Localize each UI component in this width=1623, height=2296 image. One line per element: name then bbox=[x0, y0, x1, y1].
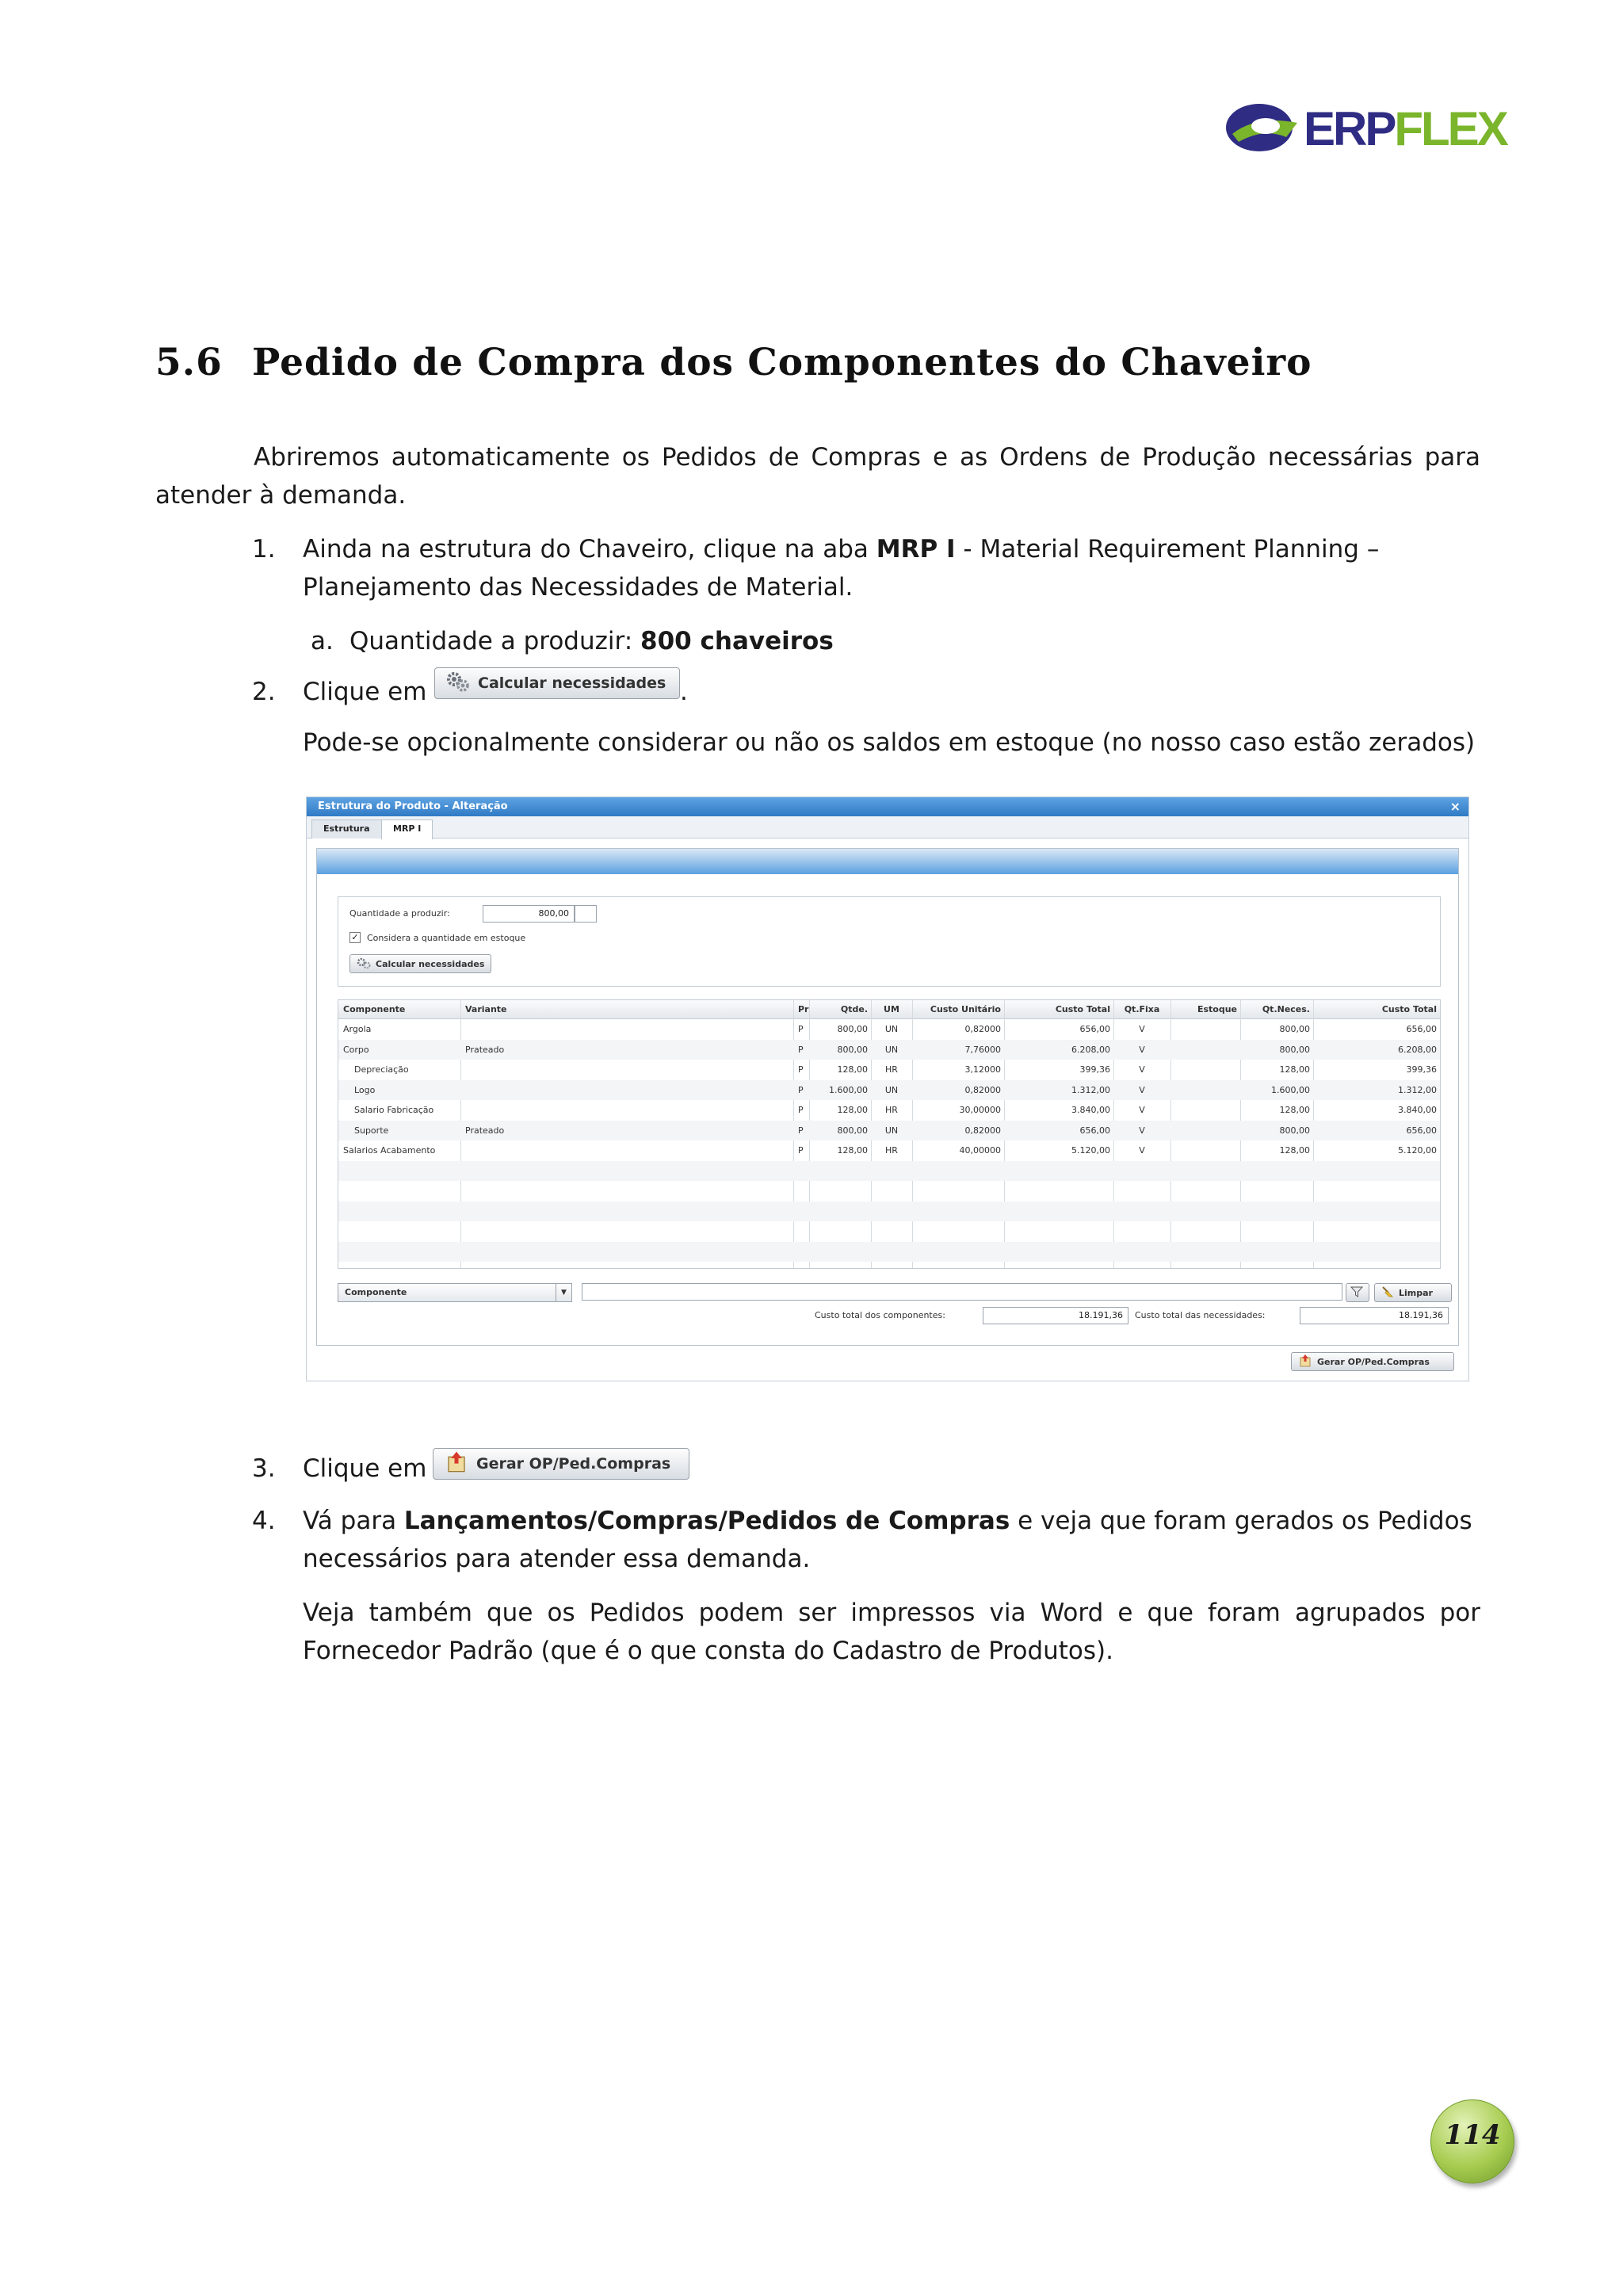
empty-table-row[interactable] bbox=[338, 1201, 1440, 1222]
table-cell: UN bbox=[884, 1044, 899, 1055]
table-cell: 6.208,00 bbox=[1071, 1044, 1110, 1055]
table-cell: P bbox=[798, 1125, 804, 1136]
quantity-input-spinner[interactable] bbox=[575, 905, 597, 923]
table-cell: 656,00 bbox=[1079, 1125, 1110, 1136]
window-title-bar bbox=[307, 797, 1468, 816]
step-3-text: Clique em bbox=[303, 1454, 427, 1483]
calculate-needs-button[interactable]: Calcular necessidades bbox=[349, 954, 491, 973]
table-cell: P bbox=[798, 1105, 804, 1115]
filter-column-select[interactable]: Componente ▼ bbox=[338, 1283, 572, 1302]
table-cell: P bbox=[798, 1145, 804, 1156]
funnel-icon bbox=[1350, 1286, 1363, 1300]
page-number: 114 bbox=[1444, 2119, 1501, 2151]
table-cell: 1.312,00 bbox=[1398, 1084, 1437, 1095]
erpflex-logo bbox=[1224, 99, 1507, 159]
col-header-qt-fixa[interactable]: Qt.Fixa bbox=[1124, 1004, 1160, 1014]
table-cell: V bbox=[1139, 1044, 1145, 1055]
table-cell: 128,00 bbox=[1279, 1145, 1310, 1156]
generate-orders-icon bbox=[445, 1451, 468, 1477]
mrp-panel bbox=[316, 848, 1459, 1346]
table-cell: Salario Fabricação bbox=[354, 1105, 434, 1115]
table-cell: Salarios Acabamento bbox=[343, 1145, 436, 1156]
table-cell: 656,00 bbox=[1406, 1024, 1437, 1034]
table-cell: V bbox=[1139, 1064, 1145, 1075]
step-1-number: 1. bbox=[252, 535, 276, 563]
step-1a-letter: a. bbox=[311, 627, 334, 655]
table-cell: Corpo bbox=[343, 1044, 369, 1055]
generate-orders-button-image[interactable]: Gerar OP/Ped.Compras bbox=[433, 1448, 689, 1480]
panel-header-band bbox=[317, 849, 1458, 874]
product-structure-window bbox=[306, 797, 1469, 1381]
table-cell: 800,00 bbox=[1279, 1125, 1310, 1136]
filter-button[interactable] bbox=[1346, 1283, 1369, 1302]
table-cell: 5.120,00 bbox=[1398, 1145, 1437, 1156]
col-header-pr[interactable]: Pr bbox=[798, 1004, 809, 1014]
consider-stock-label: Considera a quantidade em estoque bbox=[367, 933, 526, 943]
step-4-text-line-2: necessários para atender essa demanda. bbox=[303, 1545, 811, 1573]
table-row[interactable] bbox=[338, 1019, 1440, 1040]
table-cell: 128,00 bbox=[1279, 1064, 1310, 1075]
col-header-estoque[interactable]: Estoque bbox=[1197, 1004, 1237, 1014]
table-cell: 7,76000 bbox=[964, 1044, 1001, 1055]
col-header-variante[interactable]: Variante bbox=[465, 1004, 507, 1014]
empty-table-row[interactable] bbox=[338, 1242, 1440, 1263]
table-cell: Logo bbox=[354, 1084, 376, 1095]
quantity-label: Quantidade a produzir: bbox=[349, 908, 450, 919]
table-cell: 800,00 bbox=[837, 1125, 868, 1136]
table-cell: 656,00 bbox=[1406, 1125, 1437, 1136]
table-cell: 30,00000 bbox=[959, 1105, 1001, 1115]
table-row[interactable] bbox=[338, 1060, 1440, 1080]
table-cell: P bbox=[798, 1024, 804, 1034]
table-cell: P bbox=[798, 1044, 804, 1055]
table-row[interactable] bbox=[338, 1121, 1440, 1141]
step-4-note-line-2: Fornecedor Padrão (que é o que consta do Cadastro de Produtos). bbox=[303, 1637, 1113, 1665]
filter-input[interactable] bbox=[582, 1283, 1342, 1301]
table-cell: 800,00 bbox=[837, 1024, 868, 1034]
col-header-custo-total[interactable]: Custo Total bbox=[1055, 1004, 1110, 1014]
table-cell: 0,82000 bbox=[964, 1024, 1001, 1034]
step-2-period: . bbox=[680, 678, 688, 706]
section-title: Pedido de Compra dos Componentes do Chaveiro bbox=[252, 341, 1312, 384]
table-row[interactable] bbox=[338, 1040, 1440, 1060]
close-icon[interactable]: × bbox=[1449, 799, 1461, 814]
table-cell: V bbox=[1139, 1145, 1145, 1156]
table-cell: P bbox=[798, 1084, 804, 1095]
table-cell: 800,00 bbox=[1279, 1044, 1310, 1055]
col-header-custo-total-neces[interactable]: Custo Total bbox=[1381, 1004, 1437, 1014]
table-cell: 399,36 bbox=[1406, 1064, 1437, 1075]
step-1a-text: Quantidade a produzir: 800 chaveiros bbox=[349, 627, 834, 655]
chevron-down-icon: ▼ bbox=[556, 1284, 571, 1301]
table-cell: Suporte bbox=[354, 1125, 389, 1136]
table-cell: 1.600,00 bbox=[1271, 1084, 1310, 1095]
table-cell: 6.208,00 bbox=[1398, 1044, 1437, 1055]
table-row[interactable] bbox=[338, 1100, 1440, 1121]
table-cell: UN bbox=[884, 1024, 899, 1034]
section-number: 5.6 bbox=[155, 341, 223, 384]
table-cell: 800,00 bbox=[1279, 1024, 1310, 1034]
table-cell: Argola bbox=[343, 1024, 372, 1034]
col-header-qtde[interactable]: Qtde. bbox=[840, 1004, 868, 1014]
total-needs-label: Custo total das necessidades: bbox=[1135, 1310, 1266, 1320]
consider-stock-checkbox[interactable]: ✓ bbox=[349, 932, 361, 943]
table-cell: V bbox=[1139, 1084, 1145, 1095]
broom-icon bbox=[1381, 1286, 1394, 1300]
table-row[interactable] bbox=[338, 1080, 1440, 1101]
table-cell: 656,00 bbox=[1079, 1024, 1110, 1034]
empty-table-row[interactable] bbox=[338, 1221, 1440, 1242]
mrp-form bbox=[338, 896, 1441, 987]
intro-line-2: atender à demanda. bbox=[155, 481, 407, 510]
table-cell: 128,00 bbox=[1279, 1105, 1310, 1115]
table-cell: HR bbox=[885, 1064, 898, 1075]
table-cell: P bbox=[798, 1064, 804, 1075]
tab-mrp-i[interactable]: MRP I bbox=[381, 819, 433, 839]
step-2-note: Pode-se opcionalmente considerar ou não os saldos em estoque (no nosso caso estão zerados) bbox=[303, 728, 1476, 757]
table-cell: UN bbox=[884, 1125, 899, 1136]
total-components-value: 18.191,36 bbox=[983, 1307, 1128, 1324]
table-cell: 128,00 bbox=[837, 1064, 868, 1075]
table-cell: 1.312,00 bbox=[1071, 1084, 1110, 1095]
col-header-componente[interactable]: Componente bbox=[343, 1004, 406, 1014]
table-cell: 3.840,00 bbox=[1398, 1105, 1437, 1115]
empty-table-row[interactable] bbox=[338, 1181, 1440, 1201]
table-cell: 128,00 bbox=[837, 1145, 868, 1156]
gears-icon bbox=[357, 957, 371, 971]
logo-wordmark: ERPFLEX bbox=[1304, 102, 1507, 155]
col-header-qt-neces[interactable]: Qt.Neces. bbox=[1262, 1004, 1310, 1014]
page-number-badge bbox=[1430, 2099, 1514, 2183]
table-cell: 0,82000 bbox=[964, 1125, 1001, 1136]
total-components-label: Custo total dos componentes: bbox=[815, 1310, 945, 1320]
table-cell: V bbox=[1139, 1024, 1145, 1034]
total-needs-value: 18.191,36 bbox=[1300, 1307, 1449, 1324]
col-header-custo-unitario[interactable]: Custo Unitário bbox=[930, 1004, 1001, 1014]
col-header-um[interactable]: UM bbox=[884, 1004, 899, 1014]
step-4-number: 4. bbox=[252, 1507, 276, 1535]
table-cell: HR bbox=[885, 1105, 898, 1115]
step-1-text: Ainda na estrutura do Chaveiro, clique na aba MRP I - Material Requirement Planning – bbox=[303, 535, 1380, 563]
tab-estrutura[interactable]: Estrutura bbox=[311, 819, 382, 839]
table-cell: Prateado bbox=[465, 1125, 505, 1136]
table-cell: 1.600,00 bbox=[829, 1084, 868, 1095]
intro-line-1: Abriremos automaticamente os Pedidos de Compras e as Ordens de Produção necessárias para bbox=[254, 443, 1480, 472]
table-cell: UN bbox=[884, 1084, 899, 1095]
table-cell: 128,00 bbox=[837, 1105, 868, 1115]
section-heading bbox=[155, 341, 1312, 384]
generate-orders-button[interactable]: Gerar OP/Ped.Compras bbox=[1291, 1352, 1454, 1371]
step-3-number: 3. bbox=[252, 1454, 276, 1483]
table-cell: HR bbox=[885, 1145, 898, 1156]
calculate-needs-button-image[interactable]: Calcular necessidades bbox=[434, 667, 680, 699]
table-cell: V bbox=[1139, 1125, 1145, 1136]
logo-swoosh-icon bbox=[1224, 99, 1300, 159]
step-1-text-line-2: Planejamento das Necessidades de Material. bbox=[303, 573, 854, 602]
empty-table-row[interactable] bbox=[338, 1161, 1440, 1182]
quantity-input[interactable]: 800,00 bbox=[483, 905, 575, 923]
step-2-number: 2. bbox=[252, 678, 276, 706]
table-cell: Prateado bbox=[465, 1044, 505, 1055]
step-4-text: Vá para Lançamentos/Compras/Pedidos de Compras e veja que foram gerados os Pedidos bbox=[303, 1507, 1472, 1535]
step-4-note-line-1: Veja também que os Pedidos podem ser impressos via Word e que foram agrupados por bbox=[303, 1599, 1480, 1627]
table-cell: 800,00 bbox=[837, 1044, 868, 1055]
window-title: Estrutura do Produto - Alteração bbox=[318, 800, 508, 812]
clear-button[interactable]: Limpar bbox=[1374, 1283, 1452, 1302]
table-cell: 3,12000 bbox=[964, 1064, 1001, 1075]
table-cell: 399,36 bbox=[1079, 1064, 1110, 1075]
generate-orders-icon bbox=[1298, 1354, 1312, 1370]
grid-header bbox=[338, 1000, 1440, 1019]
table-cell: 0,82000 bbox=[964, 1084, 1001, 1095]
table-cell: 3.840,00 bbox=[1071, 1105, 1110, 1115]
tab-bar bbox=[307, 816, 1468, 839]
table-cell: Depreciação bbox=[354, 1064, 409, 1075]
table-cell: 5.120,00 bbox=[1071, 1145, 1110, 1156]
table-row[interactable] bbox=[338, 1140, 1440, 1161]
table-cell: 40,00000 bbox=[959, 1145, 1001, 1156]
step-2-text: Clique em bbox=[303, 678, 427, 706]
mrp-grid bbox=[338, 999, 1441, 1269]
gears-icon bbox=[446, 671, 470, 696]
table-cell: V bbox=[1139, 1105, 1145, 1115]
